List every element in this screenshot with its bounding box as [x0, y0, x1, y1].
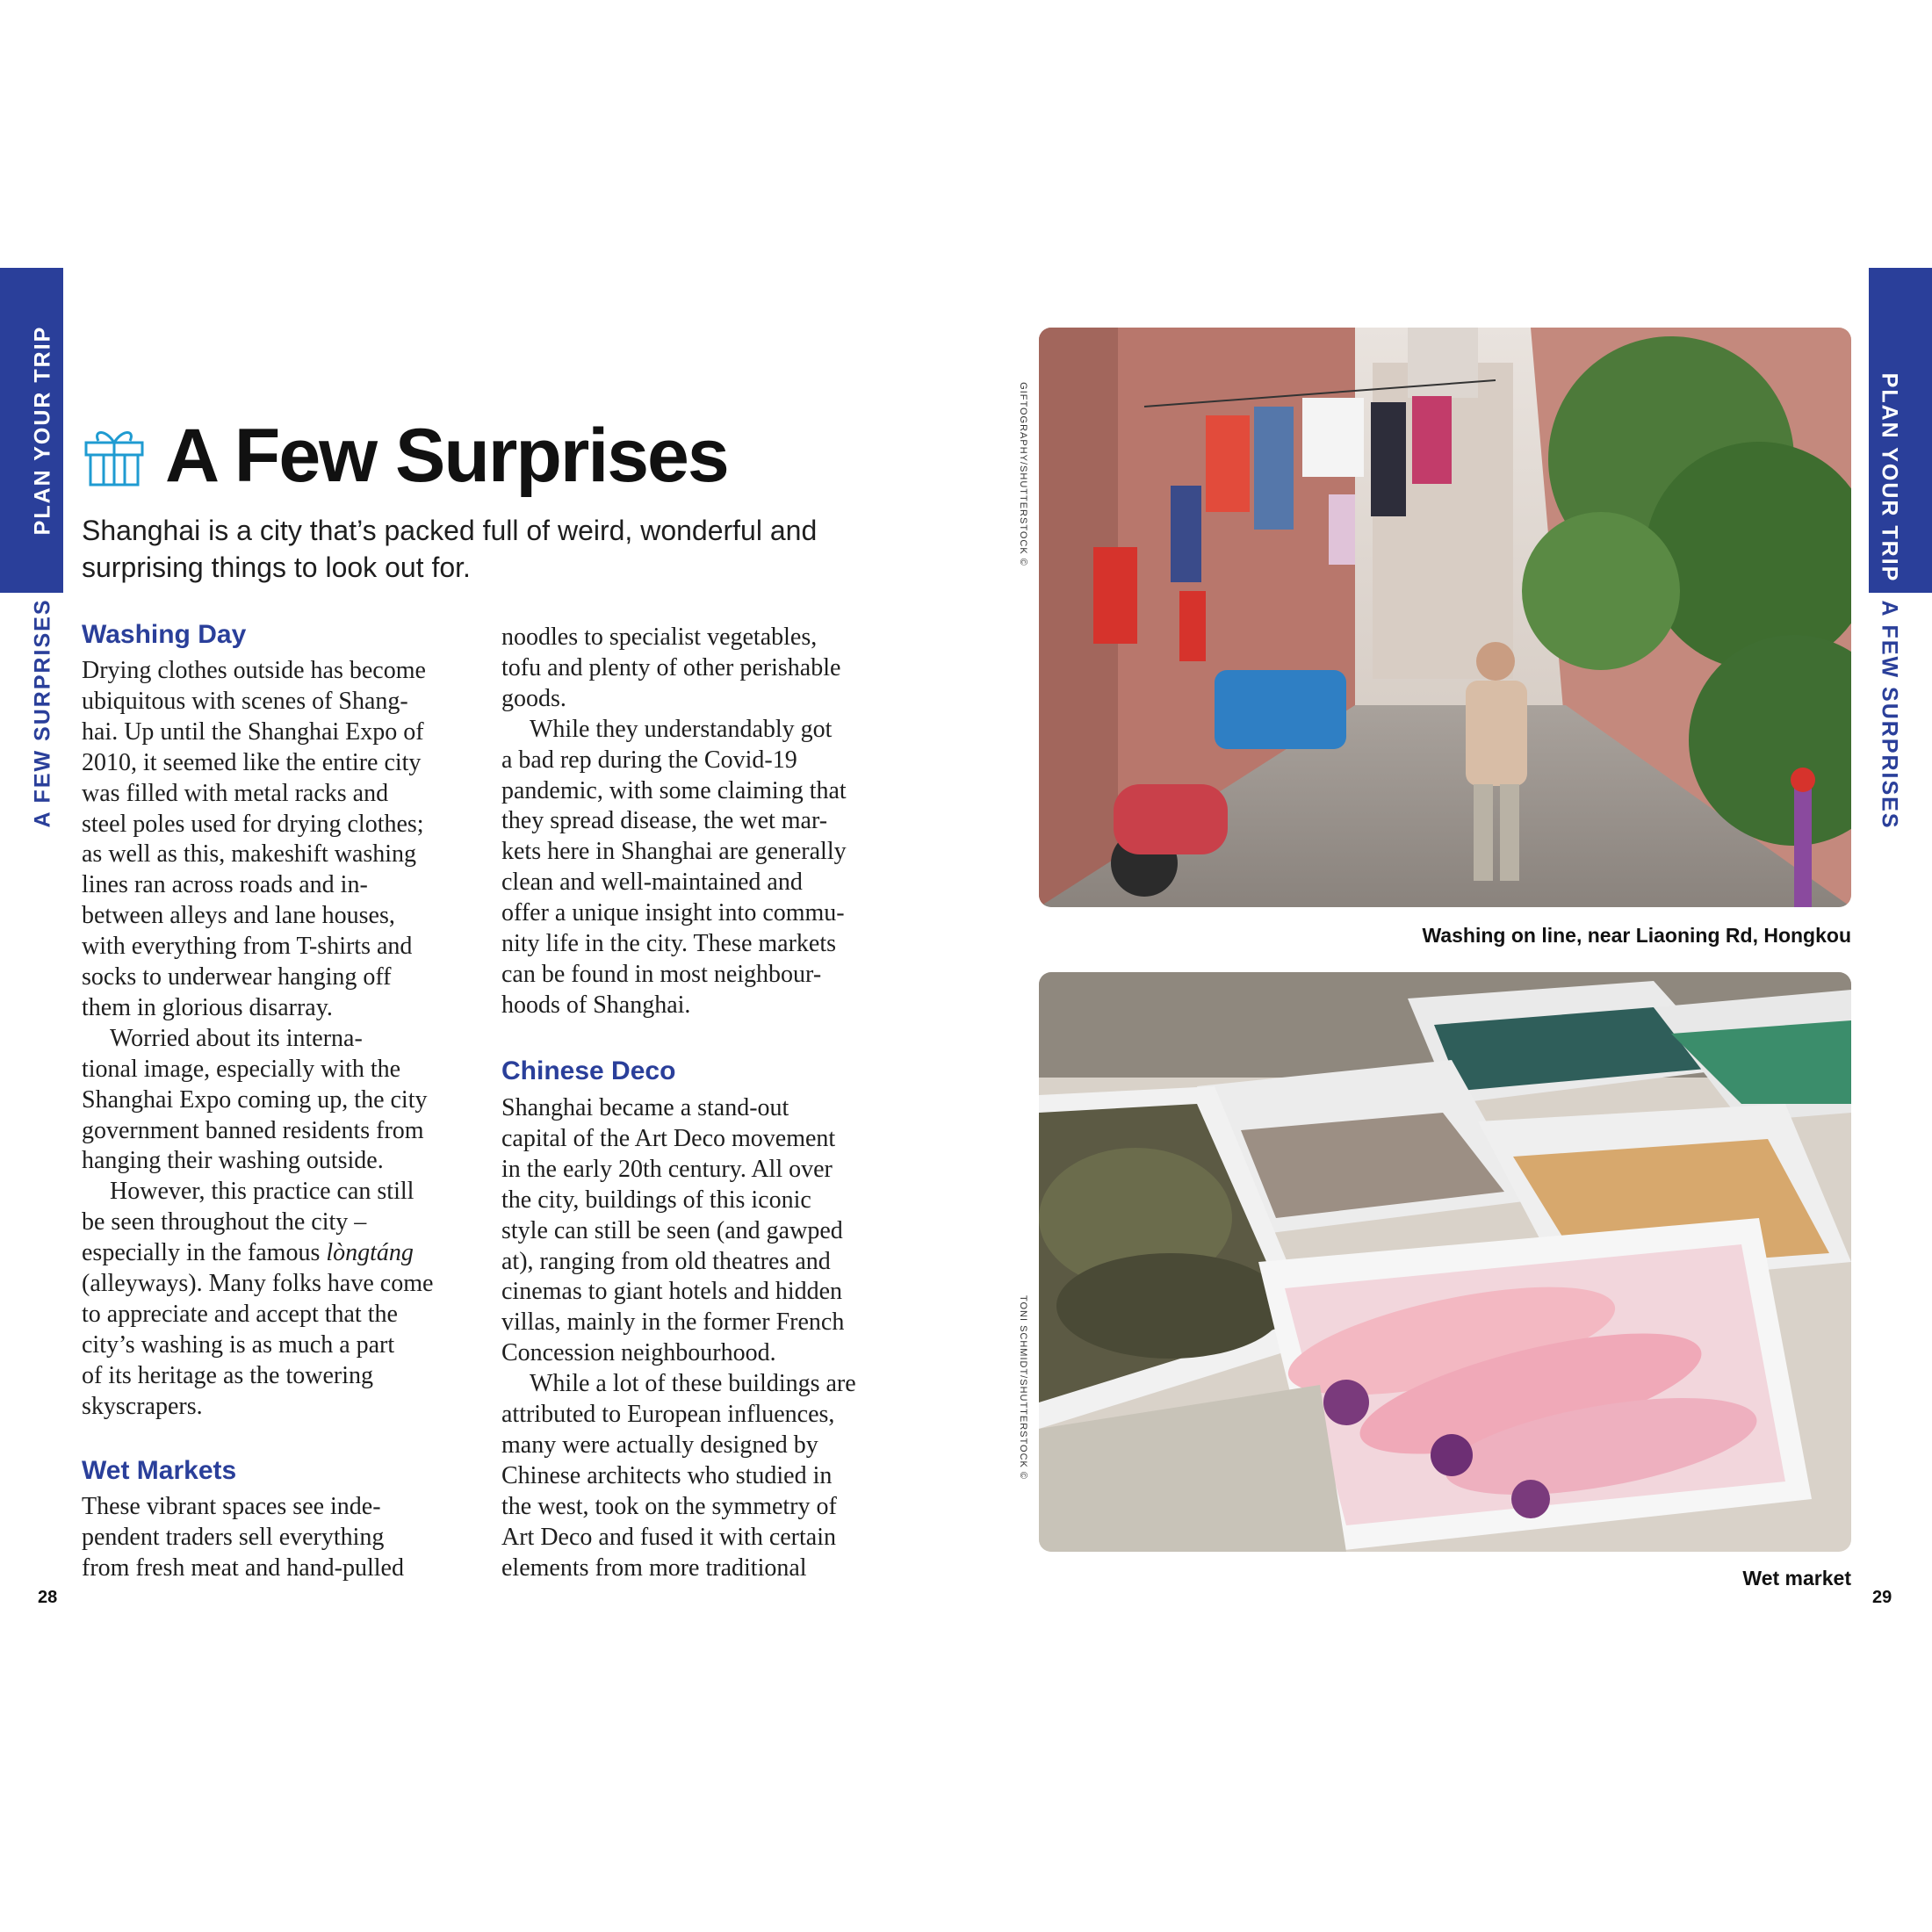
text-line: can be found in most neighbour- — [501, 960, 822, 988]
text-line: capital of the Art Deco movement — [501, 1124, 836, 1152]
text-line: elements from more traditional — [501, 1554, 807, 1582]
text-line: goods. — [501, 684, 566, 712]
text-line: of its heritage as the towering — [82, 1361, 374, 1389]
heading-wet-markets: Wet Markets — [82, 1456, 237, 1485]
text-line: Drying clothes outside has become — [82, 657, 426, 684]
text-line: tofu and plenty of other perishable — [501, 653, 841, 681]
text-line: the west, took on the symmetry of — [501, 1492, 837, 1520]
text-line: pendent traders sell everything — [82, 1523, 385, 1551]
text-line: attributed to European influences, — [501, 1401, 835, 1428]
text-line: be seen throughout the city – — [82, 1208, 367, 1236]
left-chapter-label: A FEW SURPRISES — [30, 598, 55, 828]
text-line: hanging their washing outside. — [82, 1147, 384, 1175]
text-line: noodles to specialist vegetables, — [501, 624, 818, 651]
page-number-right: 29 — [1872, 1588, 1892, 1607]
text-line: in the early 20th century. All over — [501, 1155, 833, 1183]
text-line: clean and well-maintained and — [501, 869, 803, 897]
heading-washing-day: Washing Day — [82, 620, 247, 649]
text-line: These vibrant spaces see inde- — [82, 1493, 381, 1520]
text-line: them in glorious disarray. — [82, 993, 333, 1021]
text-line: a bad rep during the Covid-19 — [501, 746, 797, 774]
text-line: government banned residents from — [82, 1116, 424, 1144]
text-line: with everything from T-shirts and — [82, 933, 413, 961]
text-line: ubiquitous with scenes of Shang- — [82, 687, 408, 715]
text-line: hoods of Shanghai. — [501, 991, 691, 1019]
text-line: While they understandably got — [530, 715, 833, 743]
text-line: However, this practice can still — [110, 1178, 415, 1206]
text-line: hai. Up until the Shanghai Expo of — [82, 717, 424, 746]
photo-wet-market — [1039, 972, 1851, 1552]
page-title: A Few Surprises — [165, 414, 728, 498]
text-line: 2010, it seemed like the entire city — [82, 748, 422, 776]
text-line: especially in the famous lòngtáng — [82, 1239, 414, 1267]
text-line: from fresh meat and hand-pulled — [82, 1554, 404, 1582]
text-line: kets here in Shanghai are generally — [501, 838, 847, 866]
right-section-label: PLAN YOUR TRIP — [1877, 372, 1902, 583]
text-line: style can still be seen (and gawped — [501, 1216, 843, 1244]
photo-credit-bottom: TONI SCHMIDT/SHUTTERSTOCK © — [1018, 1294, 1028, 1481]
text-line: as well as this, makeshift washing — [82, 840, 417, 869]
text-line: lines ran across roads and in- — [82, 871, 368, 899]
heading-chinese-deco: Chinese Deco — [501, 1056, 676, 1085]
photo-credit-top: GIFTOGRAPHY/SHUTTERSTOCK © — [1018, 382, 1028, 566]
text-line: While a lot of these buildings are — [530, 1370, 856, 1398]
intro-text: Shanghai is a city that’s packed full of weird, wonderful and surprising things to look out for. — [82, 515, 818, 583]
left-section-label: PLAN YOUR TRIP — [30, 325, 55, 536]
text-line: between alleys and lane houses, — [82, 902, 395, 930]
text-line: tional image, especially with the — [82, 1055, 401, 1083]
photo-caption-top: Washing on line, near Liaoning Rd, Hongkou — [1422, 924, 1851, 947]
text-line: villas, mainly in the former French — [501, 1308, 845, 1337]
page-number-left: 28 — [38, 1588, 58, 1607]
photo-washing-line — [1039, 328, 1851, 907]
text-line: Concession neighbourhood. — [501, 1339, 776, 1367]
text-line: offer a unique insight into commu- — [501, 899, 845, 927]
gift-icon — [81, 422, 148, 488]
text-line: at), ranging from old theatres and — [501, 1247, 831, 1275]
text-line: Shanghai Expo coming up, the city — [82, 1085, 428, 1114]
text-line: they spread disease, the wet mar- — [501, 807, 828, 835]
text-line: Art Deco and fused it with certain — [501, 1523, 836, 1551]
text-line: Shanghai became a stand-out — [501, 1094, 789, 1121]
text-line: nity life in the city. These markets — [501, 930, 837, 957]
text-line: Chinese architects who studied in — [501, 1461, 833, 1489]
text-line: socks to underwear hanging off — [82, 963, 392, 991]
text-line: was filled with metal racks and — [82, 779, 389, 807]
text-line: skyscrapers. — [82, 1392, 203, 1420]
text-line: Worried about its interna- — [110, 1024, 363, 1052]
text-line: (alleyways). Many folks have come — [82, 1270, 434, 1297]
text-line: the city, buildings of this iconic — [501, 1186, 811, 1214]
text-line: many were actually designed by — [501, 1431, 818, 1459]
text-line: cinemas to giant hotels and hidden — [501, 1278, 843, 1306]
photo-caption-bottom: Wet market — [1742, 1567, 1851, 1590]
text-line: city’s washing is as much a part — [82, 1330, 395, 1359]
right-chapter-label: A FEW SURPRISES — [1877, 600, 1902, 830]
text-line: steel poles used for drying clothes; — [82, 810, 424, 838]
text-line: pandemic, with some claiming that — [501, 776, 847, 804]
text-line: to appreciate and accept that the — [82, 1300, 398, 1328]
